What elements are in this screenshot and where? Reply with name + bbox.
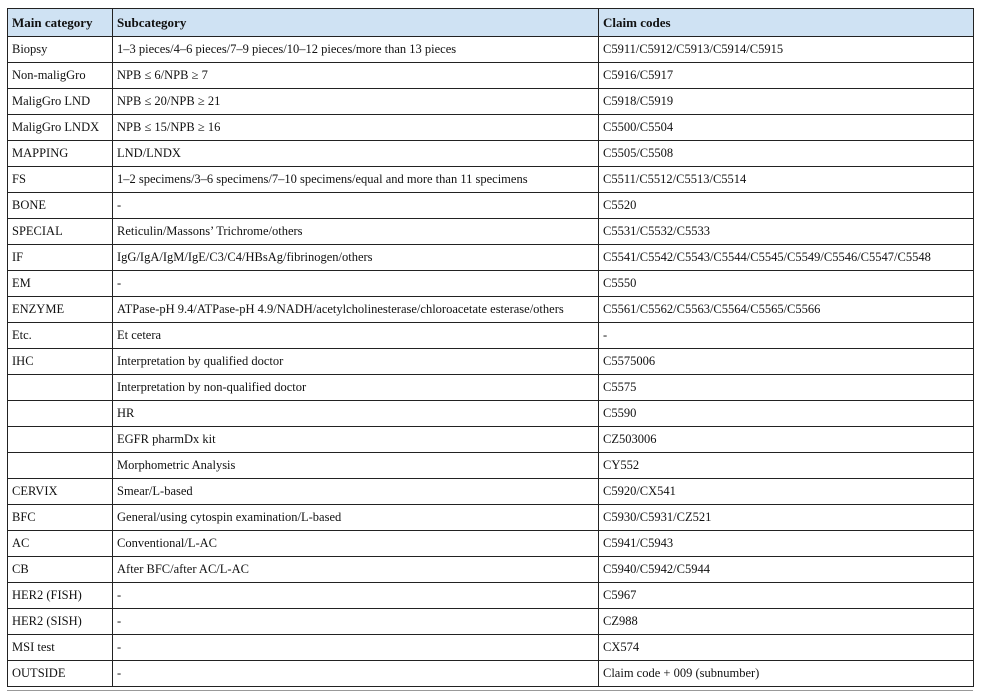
table-row — [8, 427, 974, 453]
cell-claim-codes: C5590 — [599, 401, 974, 427]
header-claim-codes: Claim codes — [599, 9, 974, 37]
table-row — [8, 37, 974, 63]
table-row — [8, 479, 974, 505]
cell-claim-codes: CY552 — [599, 453, 974, 479]
table-row — [8, 505, 974, 531]
cell-claim-codes: C5941/C5943 — [599, 531, 974, 557]
cell-claim-codes: Claim code + 009 (subnumber) — [599, 661, 974, 687]
cell-claim-codes: C5500/C5504 — [599, 115, 974, 141]
header-subcategory: Subcategory — [113, 9, 599, 37]
cell-claim-codes: C5541/C5542/C5543/C5544/C5545/C5549/C5546/C5547/C5548 — [599, 245, 974, 271]
table-row — [8, 453, 974, 479]
cell-main-category: HER2 (SISH) — [8, 609, 113, 635]
cell-subcategory: ATPase-pH 9.4/ATPase-pH 4.9/NADH/acetylcholinesterase/chloroacetate esterase/others — [113, 297, 599, 323]
table-row — [8, 63, 974, 89]
cell-claim-codes: - — [599, 323, 974, 349]
table-row — [8, 557, 974, 583]
cell-main-category: FS — [8, 167, 113, 193]
cell-main-category: Non-maligGro — [8, 63, 113, 89]
cell-subcategory: - — [113, 583, 599, 609]
cell-main-category: EM — [8, 271, 113, 297]
table-row — [8, 245, 974, 271]
cell-subcategory: NPB ≤ 6/NPB ≥ 7 — [113, 63, 599, 89]
cell-claim-codes: CZ988 — [599, 609, 974, 635]
cell-claim-codes: C5916/C5917 — [599, 63, 974, 89]
cell-main-category: CERVIX — [8, 479, 113, 505]
cell-subcategory: Conventional/L-AC — [113, 531, 599, 557]
table-row — [8, 297, 974, 323]
table-row — [8, 219, 974, 245]
cell-main-category: HER2 (FISH) — [8, 583, 113, 609]
cell-subcategory: 1–3 pieces/4–6 pieces/7–9 pieces/10–12 pieces/more than 13 pieces — [113, 37, 599, 63]
cell-subcategory: Smear/L-based — [113, 479, 599, 505]
cell-subcategory: - — [113, 271, 599, 297]
cell-main-category: IF — [8, 245, 113, 271]
table-row — [8, 115, 974, 141]
cell-main-category — [8, 375, 113, 401]
table-row — [8, 271, 974, 297]
cell-claim-codes: C5967 — [599, 583, 974, 609]
table-row — [8, 583, 974, 609]
table-row — [8, 401, 974, 427]
cell-main-category: Biopsy — [8, 37, 113, 63]
cell-claim-codes: CX574 — [599, 635, 974, 661]
cell-subcategory: - — [113, 609, 599, 635]
cell-claim-codes: C5505/C5508 — [599, 141, 974, 167]
cell-main-category: CB — [8, 557, 113, 583]
table-row — [8, 531, 974, 557]
cell-claim-codes: CZ503006 — [599, 427, 974, 453]
cell-claim-codes: C5575006 — [599, 349, 974, 375]
table-row — [8, 375, 974, 401]
cell-subcategory: NPB ≤ 15/NPB ≥ 16 — [113, 115, 599, 141]
cell-main-category: MSI test — [8, 635, 113, 661]
cell-subcategory: Morphometric Analysis — [113, 453, 599, 479]
header-main-category: Main category — [8, 9, 113, 37]
cell-claim-codes: C5940/C5942/C5944 — [599, 557, 974, 583]
cell-main-category: MAPPING — [8, 141, 113, 167]
cell-claim-codes: C5575 — [599, 375, 974, 401]
cell-claim-codes: C5918/C5919 — [599, 89, 974, 115]
cell-main-category: MaligGro LNDX — [8, 115, 113, 141]
table-row — [8, 609, 974, 635]
bottom-rule — [7, 690, 973, 691]
cell-subcategory: Interpretation by non-qualified doctor — [113, 375, 599, 401]
cell-subcategory: General/using cytospin examination/L-based — [113, 505, 599, 531]
cell-subcategory: After BFC/after AC/L-AC — [113, 557, 599, 583]
cell-main-category — [8, 453, 113, 479]
claim-codes-table-container — [7, 8, 973, 687]
cell-claim-codes: C5520 — [599, 193, 974, 219]
table-row — [8, 193, 974, 219]
cell-subcategory: - — [113, 635, 599, 661]
table-row — [8, 141, 974, 167]
table-row — [8, 661, 974, 687]
cell-main-category: BFC — [8, 505, 113, 531]
cell-subcategory: - — [113, 661, 599, 687]
table-row — [8, 635, 974, 661]
cell-subcategory: Et cetera — [113, 323, 599, 349]
cell-main-category: IHC — [8, 349, 113, 375]
cell-claim-codes: C5920/CX541 — [599, 479, 974, 505]
cell-claim-codes: C5911/C5912/C5913/C5914/C5915 — [599, 37, 974, 63]
cell-main-category: MaligGro LND — [8, 89, 113, 115]
cell-main-category — [8, 427, 113, 453]
claim-codes-table — [7, 8, 974, 687]
cell-claim-codes: C5531/C5532/C5533 — [599, 219, 974, 245]
table-row — [8, 323, 974, 349]
cell-subcategory: LND/LNDX — [113, 141, 599, 167]
cell-claim-codes: C5930/C5931/CZ521 — [599, 505, 974, 531]
cell-main-category: ENZYME — [8, 297, 113, 323]
cell-subcategory: HR — [113, 401, 599, 427]
cell-subcategory: Reticulin/Massons’ Trichrome/others — [113, 219, 599, 245]
cell-claim-codes: C5561/C5562/C5563/C5564/C5565/C5566 — [599, 297, 974, 323]
cell-claim-codes: C5550 — [599, 271, 974, 297]
table-header-row — [8, 9, 974, 37]
cell-subcategory: EGFR pharmDx kit — [113, 427, 599, 453]
cell-subcategory: - — [113, 193, 599, 219]
cell-subcategory: NPB ≤ 20/NPB ≥ 21 — [113, 89, 599, 115]
cell-subcategory: 1–2 specimens/3–6 specimens/7–10 specimens/equal and more than 11 specimens — [113, 167, 599, 193]
cell-main-category: SPECIAL — [8, 219, 113, 245]
cell-main-category: BONE — [8, 193, 113, 219]
cell-main-category: AC — [8, 531, 113, 557]
cell-main-category: Etc. — [8, 323, 113, 349]
cell-main-category: OUTSIDE — [8, 661, 113, 687]
cell-subcategory: IgG/IgA/IgM/IgE/C3/C4/HBsAg/fibrinogen/others — [113, 245, 599, 271]
cell-claim-codes: C5511/C5512/C5513/C5514 — [599, 167, 974, 193]
table-row — [8, 167, 974, 193]
cell-subcategory: Interpretation by qualified doctor — [113, 349, 599, 375]
table-row — [8, 349, 974, 375]
cell-main-category — [8, 401, 113, 427]
table-row — [8, 89, 974, 115]
